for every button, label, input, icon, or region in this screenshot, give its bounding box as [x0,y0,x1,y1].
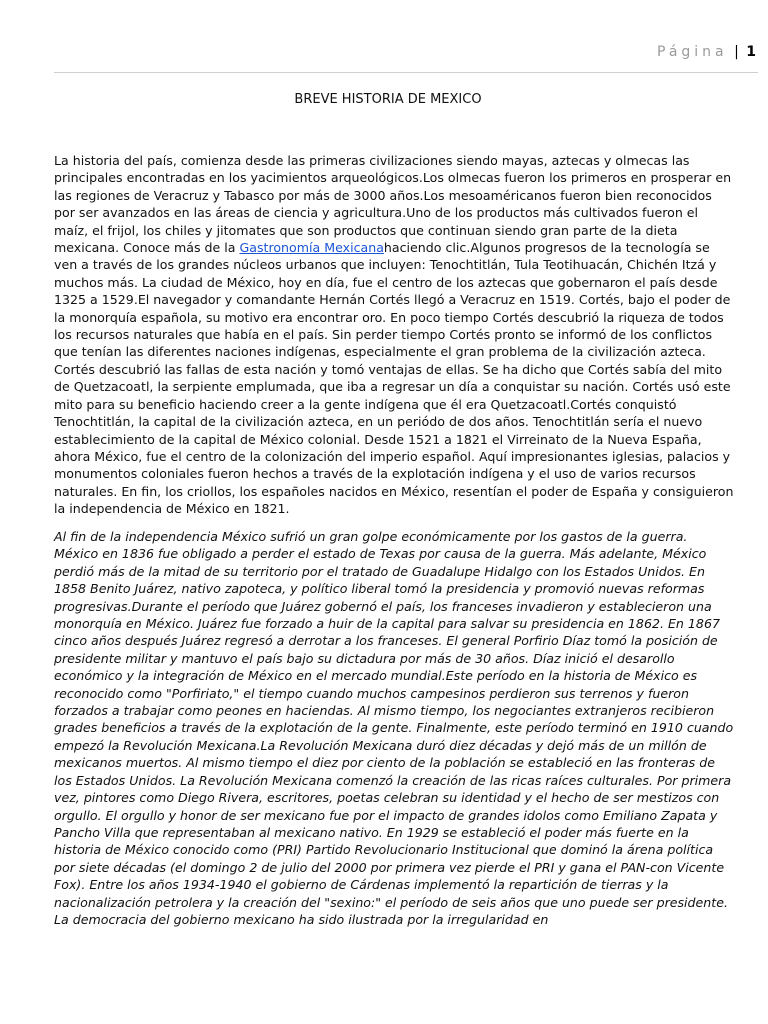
page-number: 1 [746,44,756,60]
header-divider [54,72,758,73]
paragraph-1 [54,152,734,518]
paragraph-1-text-start: La historia del país, comienza desde las primeras civilizaciones siendo mayas, aztecas y olmecas las principales encontradas en los yacimientos arqueológicos.Los olmecas fueron los primeros en prosperar en las regiones de Veracruz y Tabasco por más de 3000 años.Los mesoaméricanos fueron bien reconocidos por ser avanzados en las áreas de ciencia y agricultura.Uno de los productos más cultivados fueron el maíz, el frijol, los chiles y jitomates que son productos que continuan siendo gran parte de la dieta mexicana. Conoce más de la [54,153,732,256]
paragraph-1-text-end: haciendo clic.Algunos progresos de la tecnología se ven a través de los grandes núcleos urbanos que incluyen: Tenochtitlán, Tula Teotihuacán, Chichén Itzá y muchos más. La ciudad de México, hoy en día, fue el centro de los aztecas que gobernaron el país desde 1325 a 1529.El navegador y comandante Hernán Cortés llegó a Veracruz en 1519. Cortés, bajo el poder de la monorquía española, su motivo era encontrar oro. En poco tiempo Cortés descubrió la riqueza de todos los recursos naturales que había en el país. Sin perder tiempo Cortés pronto se informó de los conflictos que tenían las diferentes naciones indígenas, especialmente el gran problema de la civilización azteca. Cortés descubrió las fallas de esta nación y tomó ventajas de ellas. Se ha dicho que Cortés sabía del mito de Quetzacoatl, la serpiente emplumada, que iba a regresar un día a conquistar su nación. Cortés usó este mito para su beneficio haciendo creer a la gente indígena que él era Quetzacoatl.Cortés conquistó Tenochtitlán, la capital de la civilización azteca, en un periódo de dos años. Tenochtitlán sería el nuevo establecimiento de la capital de México colonial. Desde 1521 a 1821 el Virreinato de la Nueva España, ahora México, fue el centro de la colonización del imperio español. Aquí impresionantes iglesias, palacios y monumentos coloniales fueron hechos a través de la explotación indígena y el uso de varios recursos naturales. En fin, los criollos, los españoles nacidos en México, resentían el poder de España y consiguieron la independencia de México en 1821. [54,240,734,517]
page-header [657,44,756,60]
gastronomia-link[interactable]: Gastronomía Mexicana [239,240,384,256]
page-separator: | [734,44,739,60]
document-title: BREVE HISTORIA DE MEXICO [294,92,482,107]
page-label: Página [657,44,728,60]
paragraph-2: Al fin de la independencia México sufrió un gran golpe económicamente por los gastos de la guerra. México en 1836 fue obligado a perder el estado de Texas por causa de la guerra. Más adelante, México perdió más de la mitad de su territorio por el tratado de Guadalupe Hidalgo con los Estados Unidos. En 1858 Benito Juárez, nativo zapoteca, y político liberal tomó la presidencia y promovió nuevas reformas progresivas.Durante el período que Juárez gobernó el país, los franceses invadieron y establecieron una monorquía en México. Juárez fue forzado a huir de la capital para salvar su presidencia en 1862. En 1867 cinco años después Juárez regresó a derrotar a los franceses. El general Porfirio Díaz tomó la posición de presidente militar y mantuvo el país bajo su dictadura por más de 30 años. Díaz inició el desarollo económico y la integración de México en el mercado mundial.Este período en la historia de México es reconocido como "Porfiriato," el tiempo cuando muchos campesinos perdieron sus terrenos y fueron forzados a trabajar como peones en haciendas. Al mismo tiempo, los negociantes extranjeros recibieron grades beneficios a través de la explotación de la gente. Finalmente, este período terminó en 1910 cuando empezó la Revolución Mexicana.La Revolución Mexicana duró diez décadas y dejó más de un millón de mexicanos muertos. Al mismo tiempo el diez por ciento de la población se estableció en las fronteras de los Estados Unidos. La Revolución Mexicana comenzó la creación de las ricas raíces culturales. Por primera vez, pintores como Diego Rivera, escritores, poetas celebran su identidad y el hecho de ser mestizos con orgullo. El orgullo y honor de ser mexicano fue por el impacto de grandes idolos como Emiliano Zapata y Pancho Villa que representaban al mexicano nativo. En 1929 se estableció el poder más fuerte en la historia de México conocido como (PRI) Partido Revolucionario Institucional que dominó la árena política por siete décadas (el domingo 2 de julio del 2000 por primera vez pierde el PRI y gana el PAN-con Vicente Fox). Entre los años 1934-1940 el gobierno de Cárdenas implementó la repartición de tierras y la nacionalización petrolera y la creación del "sexino:" el período de seis años que uno puede ser presidente. La democracia del gobierno mexicano ha sido ilustrada por la irregularidad en [54,529,734,927]
